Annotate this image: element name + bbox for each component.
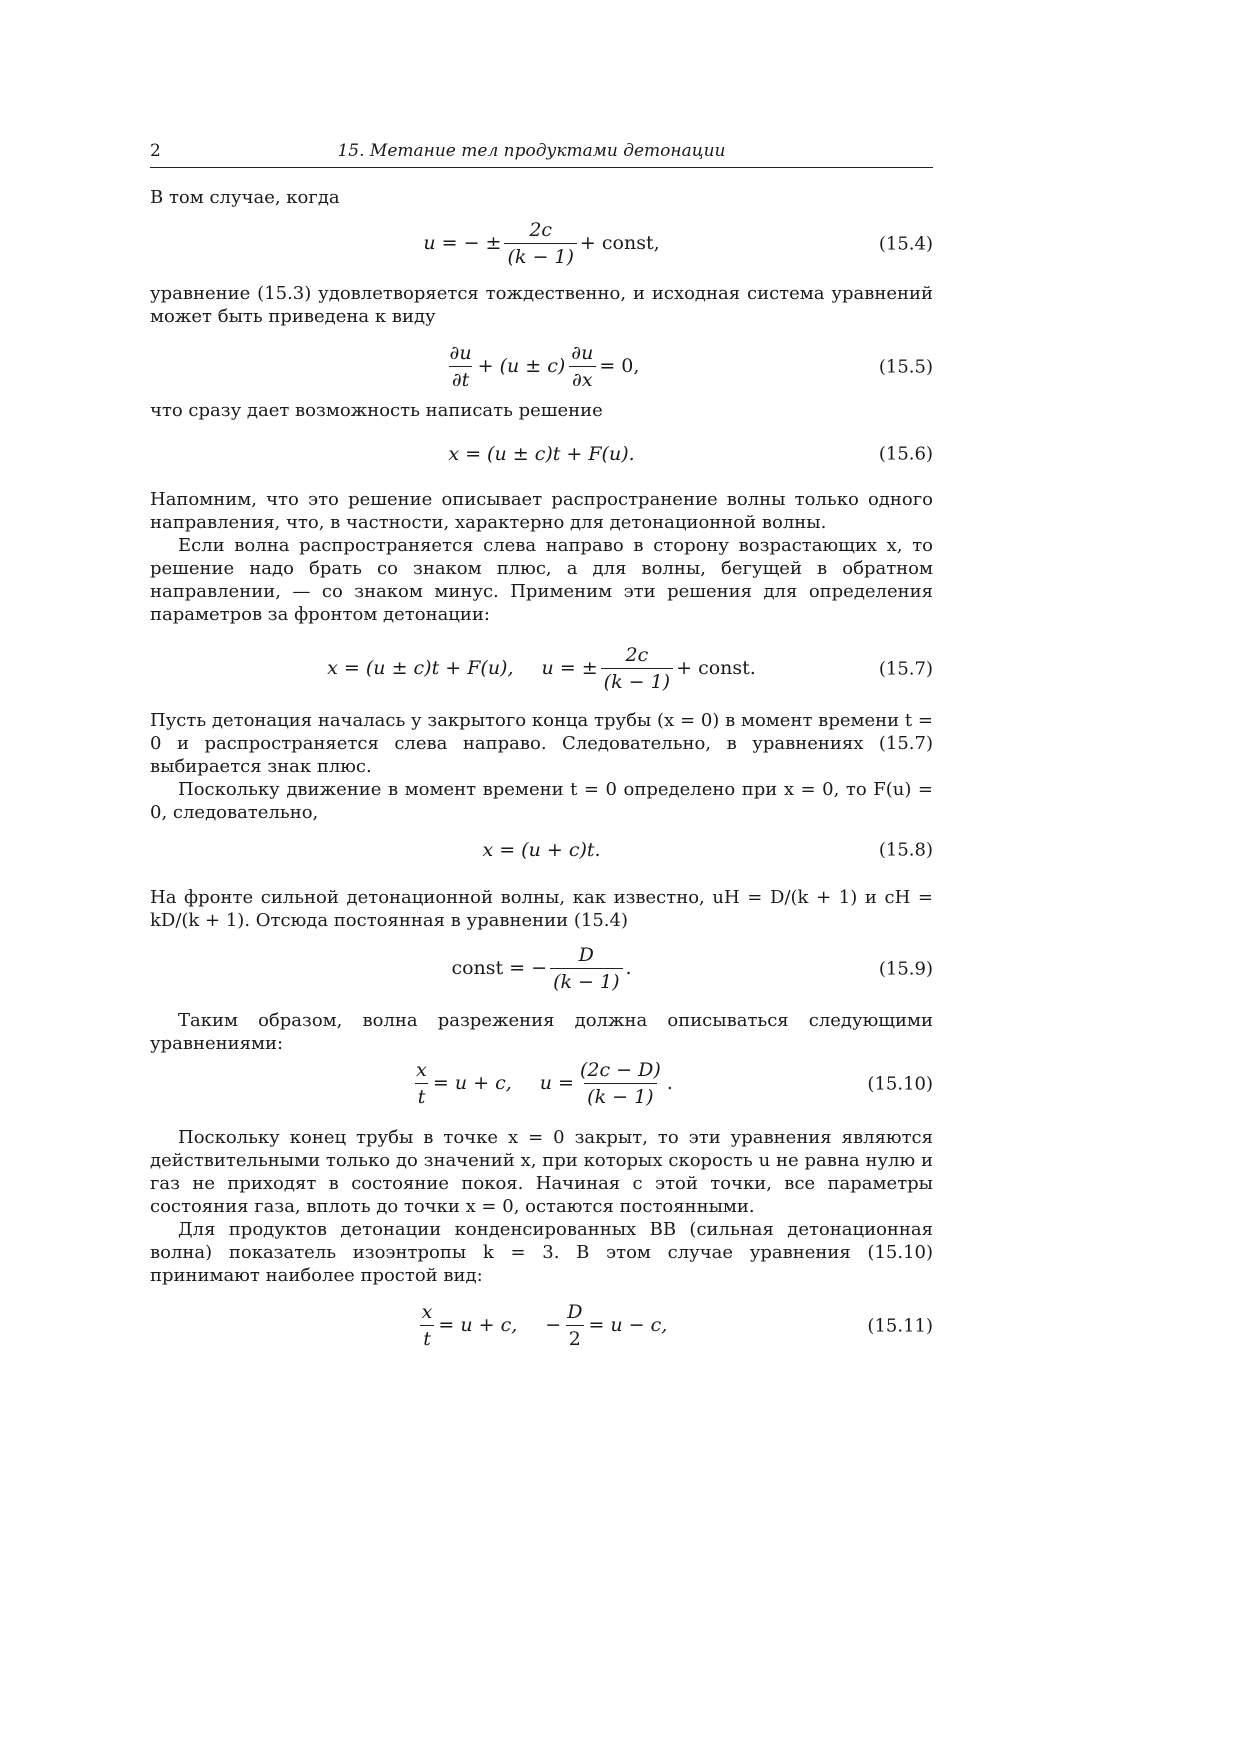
eq-15-11-frac-2 xyxy=(564,1301,585,1350)
eq-15-5-den-1: ∂t xyxy=(449,366,472,391)
eq-15-9-label: (15.9) xyxy=(878,958,933,979)
eq-15-7-rhs: + const. xyxy=(676,657,756,679)
eq-15-5-frac-1 xyxy=(447,342,475,391)
eq-15-10-label: (15.10) xyxy=(867,1073,933,1094)
equation-15-11 xyxy=(150,1301,933,1350)
paragraph-6: Пусть детонация началась у закрытого конца трубы (x = 0) в момент времени t = 0 и распространяется слева направо. Следовательно, в уравнениях (15.7) выбирается знак плюс. xyxy=(150,710,933,777)
eq-15-10-middle: = u + c, xyxy=(432,1072,512,1094)
eq-15-5-num-1: ∂u xyxy=(449,342,472,364)
eq-15-10-den-1: t xyxy=(415,1083,429,1108)
eq-15-11-middle: = u + c, xyxy=(438,1314,518,1336)
eq-15-11-rhs: = u − c, xyxy=(588,1314,668,1336)
equation-15-7 xyxy=(150,644,933,693)
paragraph-8: На фронте сильной детонационной волны, как известно, uH = D/(k + 1) и cH = kD/(k + 1). Отсюда постоянная в уравнении (15.4) xyxy=(150,887,933,931)
paragraph-5: Если волна распространяется слева направо в сторону возрастающих x, то решение надо брать со знаком плюс, а для волны, бегущей в обратном направлении, — со знаком минус. Применим эти решения для определения параметров за фронтом детонации: xyxy=(150,535,933,625)
eq-15-11-num-1: x xyxy=(421,1301,433,1323)
eq-15-11-num-2: D xyxy=(567,1301,583,1323)
eq-15-11-frac-1 xyxy=(419,1301,436,1350)
eq-15-8-label: (15.8) xyxy=(878,839,933,861)
eq-15-10-num-2: (2c − D) xyxy=(579,1059,661,1081)
eq-15-4-denominator: (k − 1) xyxy=(504,243,576,268)
paragraph-7: Поскольку движение в момент времени t = 0 определено при x = 0, то F(u) = 0, следовательно, xyxy=(150,779,933,823)
eq-15-10-den-2: (k − 1) xyxy=(584,1083,656,1108)
eq-15-5-rhs: = 0, xyxy=(599,355,640,377)
page xyxy=(150,140,933,1358)
eq-15-4-lhs: u = − ± xyxy=(423,232,502,254)
eq-15-7-denominator: (k − 1) xyxy=(601,668,673,693)
eq-15-7-fraction xyxy=(601,644,673,693)
eq-15-11-den-1: t xyxy=(420,1325,434,1350)
eq-15-11-minus: − xyxy=(545,1314,562,1336)
eq-15-9-denominator: (k − 1) xyxy=(550,968,622,993)
eq-15-10-rhs: . xyxy=(666,1072,673,1094)
eq-15-11-den-2: 2 xyxy=(566,1325,584,1350)
eq-15-4-rhs: + const, xyxy=(579,232,660,254)
eq-15-9-lhs: const = − xyxy=(451,957,548,979)
paragraph-1: В том случае, когда xyxy=(150,187,340,208)
eq-15-10-frac-1 xyxy=(413,1059,430,1108)
equation-15-9 xyxy=(150,944,933,993)
eq-15-11-label: (15.11) xyxy=(867,1315,933,1336)
eq-15-7-numerator: 2c xyxy=(625,644,649,666)
eq-15-4-label: (15.4) xyxy=(878,233,933,254)
running-header xyxy=(150,140,933,168)
running-title: 15. Метание тел продуктами детонации xyxy=(337,141,726,161)
eq-15-5-den-2: ∂x xyxy=(569,366,596,391)
eq-15-5-num-2: ∂u xyxy=(571,342,594,364)
eq-15-4-numerator: 2c xyxy=(529,219,553,241)
eq-15-5-frac-2 xyxy=(568,342,596,391)
eq-15-8-body: x = (u + c)t. xyxy=(482,838,601,861)
eq-15-5-middle: + (u ± c) xyxy=(477,355,566,377)
paragraph-10: Поскольку конец трубы в точке x = 0 закрыт, то эти уравнения являются действительными только до значений x, при которых скорость u не равна нулю и газ не приходят в состояние покоя. Начиная с этой точки, все параметры состояния газа, вплоть до точки x = 0, остаются постоянными. xyxy=(150,1127,933,1217)
eq-15-4-fraction xyxy=(504,219,576,268)
equation-15-8 xyxy=(150,830,933,870)
eq-15-7-label: (15.7) xyxy=(878,658,933,679)
equation-15-10 xyxy=(150,1059,933,1108)
equation-15-4 xyxy=(150,219,933,268)
paragraph-11: Для продуктов детонации конденсированных ВВ (сильная детонационная волна) показатель изоэнтропы k = 3. В этом случае уравнения (15.10) принимают наиболее простой вид: xyxy=(150,1219,933,1286)
eq-15-6-label: (15.6) xyxy=(878,443,933,465)
eq-15-7-part-1: x = (u ± c)t + F(u), xyxy=(327,657,514,679)
paragraph-2: уравнение (15.3) удовлетворяется тождественно, и исходная система уравнений может быть приведена к виду xyxy=(150,283,933,327)
eq-15-9-fraction xyxy=(550,944,622,993)
equation-15-5 xyxy=(150,342,933,391)
paragraph-3: что сразу дает возможность написать решение xyxy=(150,400,603,421)
eq-15-7-part-2: u = ± xyxy=(541,657,598,679)
paragraph-9: Таким образом, волна разрежения должна описываться следующими уравнениями: xyxy=(150,1010,933,1054)
equation-15-6 xyxy=(150,434,933,474)
eq-15-6-body: x = (u ± c)t + F(u). xyxy=(448,442,635,465)
eq-15-9-rhs: . xyxy=(625,957,632,979)
eq-15-10-frac-2 xyxy=(577,1059,664,1108)
eq-15-10-num-1: x xyxy=(416,1059,427,1081)
eq-15-9-numerator: D xyxy=(578,944,594,966)
eq-15-10-lhs-2: u = xyxy=(539,1072,574,1094)
page-number: 2 xyxy=(150,141,161,161)
paragraph-4: Напомним, что это решение описывает распространение волны только одного направления, что, в частности, характерно для детонационной волны. xyxy=(150,489,933,533)
eq-15-5-label: (15.5) xyxy=(878,356,933,377)
